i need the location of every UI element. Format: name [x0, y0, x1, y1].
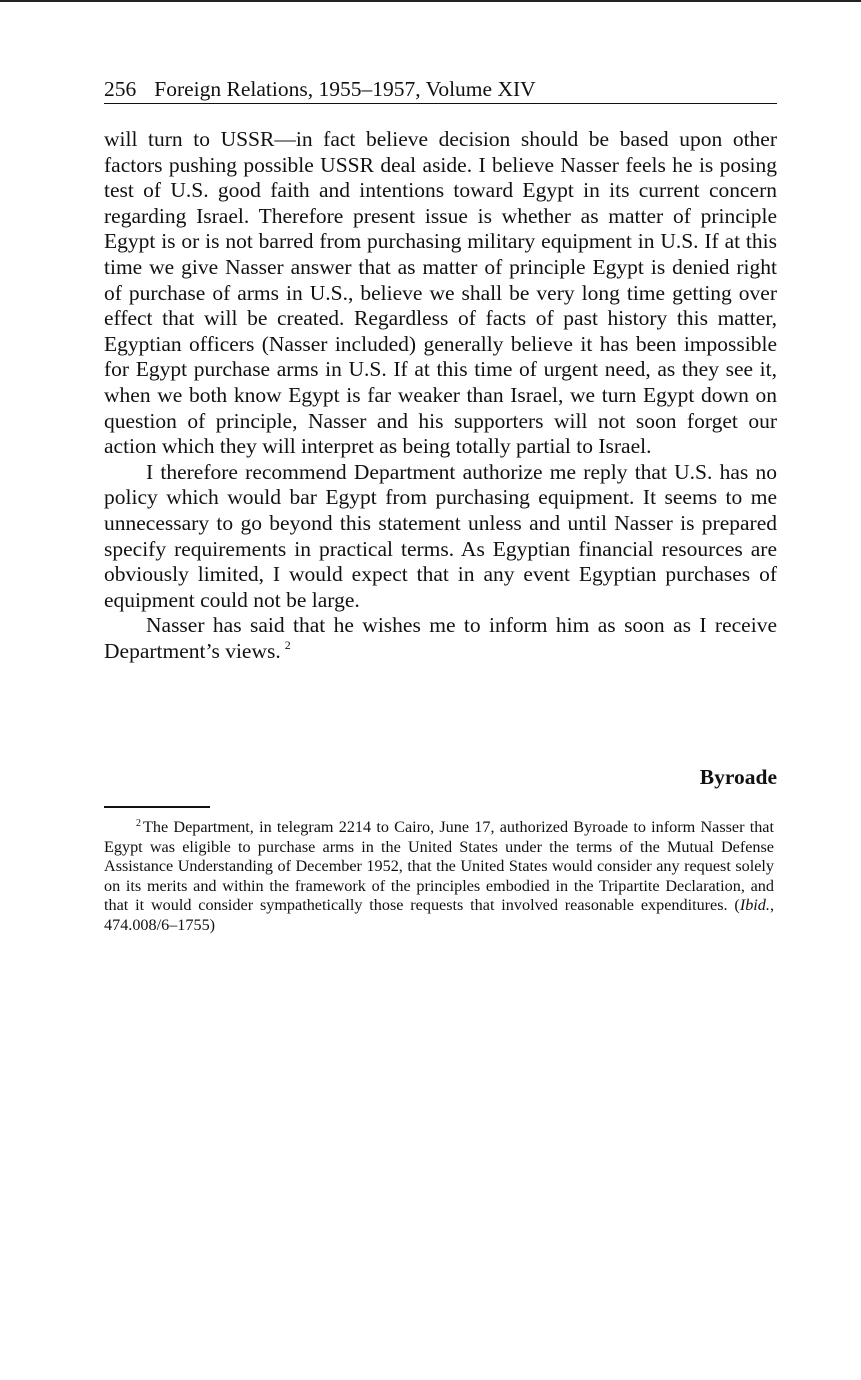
footnote-marker: 2	[136, 818, 141, 829]
footnote-ibid: Ibid.	[739, 896, 770, 915]
running-title: Foreign Relations, 1955–1957, Volume XIV	[154, 77, 536, 101]
body-paragraph-2: I therefore recommend Department authorize me reply that U.S. has no policy which would bar Egypt from purchasing equipment. It seems to me unnecessary to go beyond this statement unless and until Nasser is prepared specify requirements in practical terms. As Egyptian financial resources are obviously limited, I would expect that in any event Egyptian purchases of equipment could not be large.	[104, 459, 777, 612]
signature: Byroade	[699, 765, 777, 789]
document-body	[104, 127, 777, 664]
footnote-citation: , 474.008/6–1755)	[104, 896, 774, 934]
footnote-separator	[104, 806, 210, 808]
footnote-paragraph	[104, 818, 774, 936]
body-paragraph-3	[104, 613, 777, 664]
page-number: 256	[104, 77, 137, 101]
footnote-text: The Department, in telegram 2214 to Cairo, June 17, authorized Byroade to inform Nasser that Egypt was eligible to purchase arms in the United States under the terms of the Mutual Defense Assistance Understanding of December 1952, that the United States would consider any request solely on its merits and within the framework of the principles embodied in the Tripartite Declaration, and that it would consider sympathetically those requests that involved reasonable expenditures. (	[104, 818, 774, 915]
body-paragraph-3-text: Nasser has said that he wishes me to inform him as soon as I receive Department’s views.	[104, 613, 777, 663]
body-paragraph-1: will turn to USSR—in fact believe decision should be based upon other factors pushing possible USSR deal aside. I believe Nasser feels he is posing test of U.S. good faith and intentions toward Egypt in its current concern regarding Israel. Therefore present issue is whether as matter of principle Egypt is or is not barred from purchasing military equipment in U.S. If at this time we give Nasser answer that as matter of principle Egypt is denied right of purchase of arms in U.S., believe we shall be very long time getting over effect that will be created. Regardless of facts of past history this matter, Egyptian officers (Nasser included) generally believe it has been impossible for Egypt purchase arms in U.S. If at this time of urgent need, as they see it, when we both know Egypt is far weaker than Israel, we turn Egypt down on question of principle, Nasser and his supporters will not soon forget our action which they will interpret as being totally partial to Israel.	[104, 127, 777, 459]
running-header	[104, 76, 777, 104]
footnote-reference: 2	[284, 637, 291, 652]
page-top-edge-rule	[0, 0, 861, 2]
footnote	[104, 818, 774, 936]
